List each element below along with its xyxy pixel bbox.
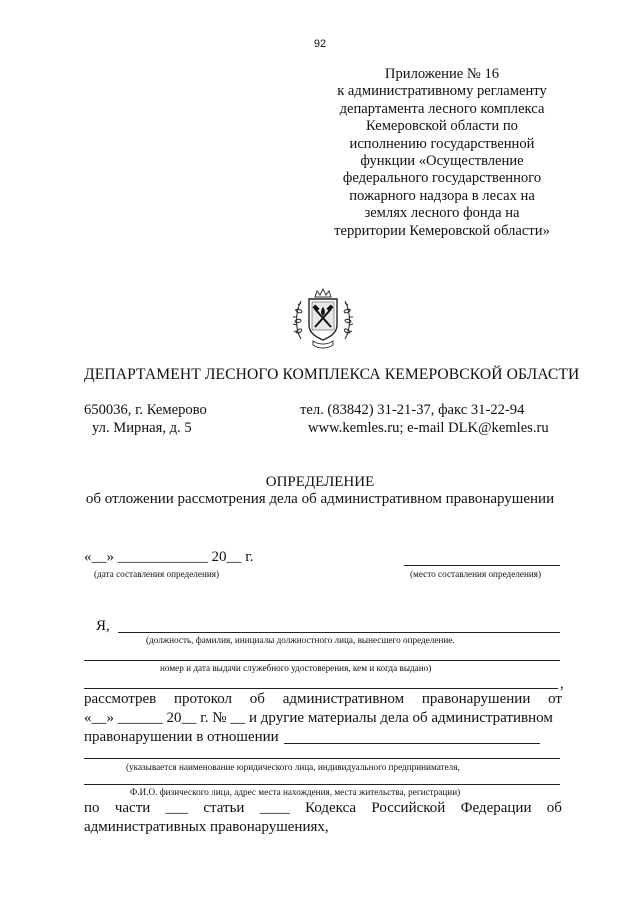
entity-field-line-2[interactable] (84, 758, 560, 759)
appendix-line: исполнению государственной (349, 135, 535, 152)
address-line: ул. Мирная, д. 5 (92, 420, 192, 436)
word: правонарушении (421, 691, 531, 707)
document-title: ОПРЕДЕЛЕНИЕ (265, 474, 375, 490)
word: Федерации (460, 800, 532, 816)
contacts-line: www.kemles.ru; e-mail DLK@kemles.ru (308, 420, 549, 436)
word: об (249, 691, 265, 707)
date-field[interactable]: «__» ____________ 20__ г. (84, 549, 254, 565)
certificate-caption: номер и дата выдачи служебного удостоверения, кем и когда выдано) (160, 663, 432, 673)
coat-of-arms-icon (293, 287, 353, 351)
word: части (114, 800, 151, 816)
person-caption: Ф.И.О. физического лица, адрес места нахождения, места жительства, регистрации) (130, 787, 461, 797)
appendix-line: функции «Осуществление (360, 153, 524, 170)
paragraph-line: «__» ______ 20__ г. № __ и другие материалы дела об административном (84, 710, 553, 726)
contacts-line: тел. (83842) 31-21-37, факс 31-22-94 (300, 402, 525, 418)
paragraph-line (84, 800, 562, 817)
appendix-block (318, 66, 566, 240)
i-label: Я, (96, 618, 110, 634)
appendix-line: территории Кемеровской области» (334, 222, 550, 239)
appendix-line: департамента лесного комплекса (339, 100, 545, 117)
word: протокол (174, 691, 233, 707)
word: об (546, 800, 562, 816)
entity-caption: (указывается наименование юридического лица, индивидуального предпринимателя, (126, 762, 460, 772)
word: Кодекса (305, 800, 357, 816)
extra-field-line[interactable] (84, 688, 558, 689)
paragraph-line: правонарушении в отношении (84, 729, 279, 745)
word: Российской (371, 800, 446, 816)
entity-field-line[interactable] (284, 743, 540, 744)
appendix-line: к административному регламенту (337, 83, 547, 100)
official-caption: (должность, фамилия, инициалы должностного лица, вынесшего определение. (146, 635, 455, 645)
department-name: ДЕПАРТАМЕНТ ЛЕСНОГО КОМПЛЕКСА КЕМЕРОВСКОЙ ОБЛАСТИ (84, 366, 580, 383)
address-line: 650036, г. Кемерово (84, 402, 207, 418)
appendix-line: землях лесного фонда на (364, 205, 520, 222)
appendix-line: федерального государственного (342, 170, 542, 187)
document-subtitle: об отложении рассмотрения дела об административном правонарушении (85, 491, 555, 507)
paragraph-line: административных правонарушениях, (84, 819, 329, 835)
appendix-line: Приложение № 16 (384, 66, 500, 82)
word: по (84, 800, 100, 816)
word: ___ (165, 800, 189, 816)
person-field-line[interactable] (84, 784, 560, 785)
comma: , (560, 676, 564, 692)
place-field-line[interactable] (404, 565, 560, 566)
certificate-field-line[interactable] (84, 660, 560, 661)
official-field-line[interactable] (118, 632, 560, 633)
page-number: 92 (313, 38, 327, 50)
word: от (548, 691, 562, 707)
paragraph-line (84, 691, 562, 708)
place-caption: (место составления определения) (410, 569, 542, 579)
word: административном (282, 691, 405, 707)
appendix-line: Кемеровской области по (366, 118, 518, 135)
date-caption: (дата составления определения) (94, 569, 220, 579)
word: статьи (203, 800, 245, 816)
word: рассмотрев (84, 691, 157, 707)
word: ____ (259, 800, 290, 816)
appendix-line: пожарного надзора в лесах на (349, 187, 535, 204)
